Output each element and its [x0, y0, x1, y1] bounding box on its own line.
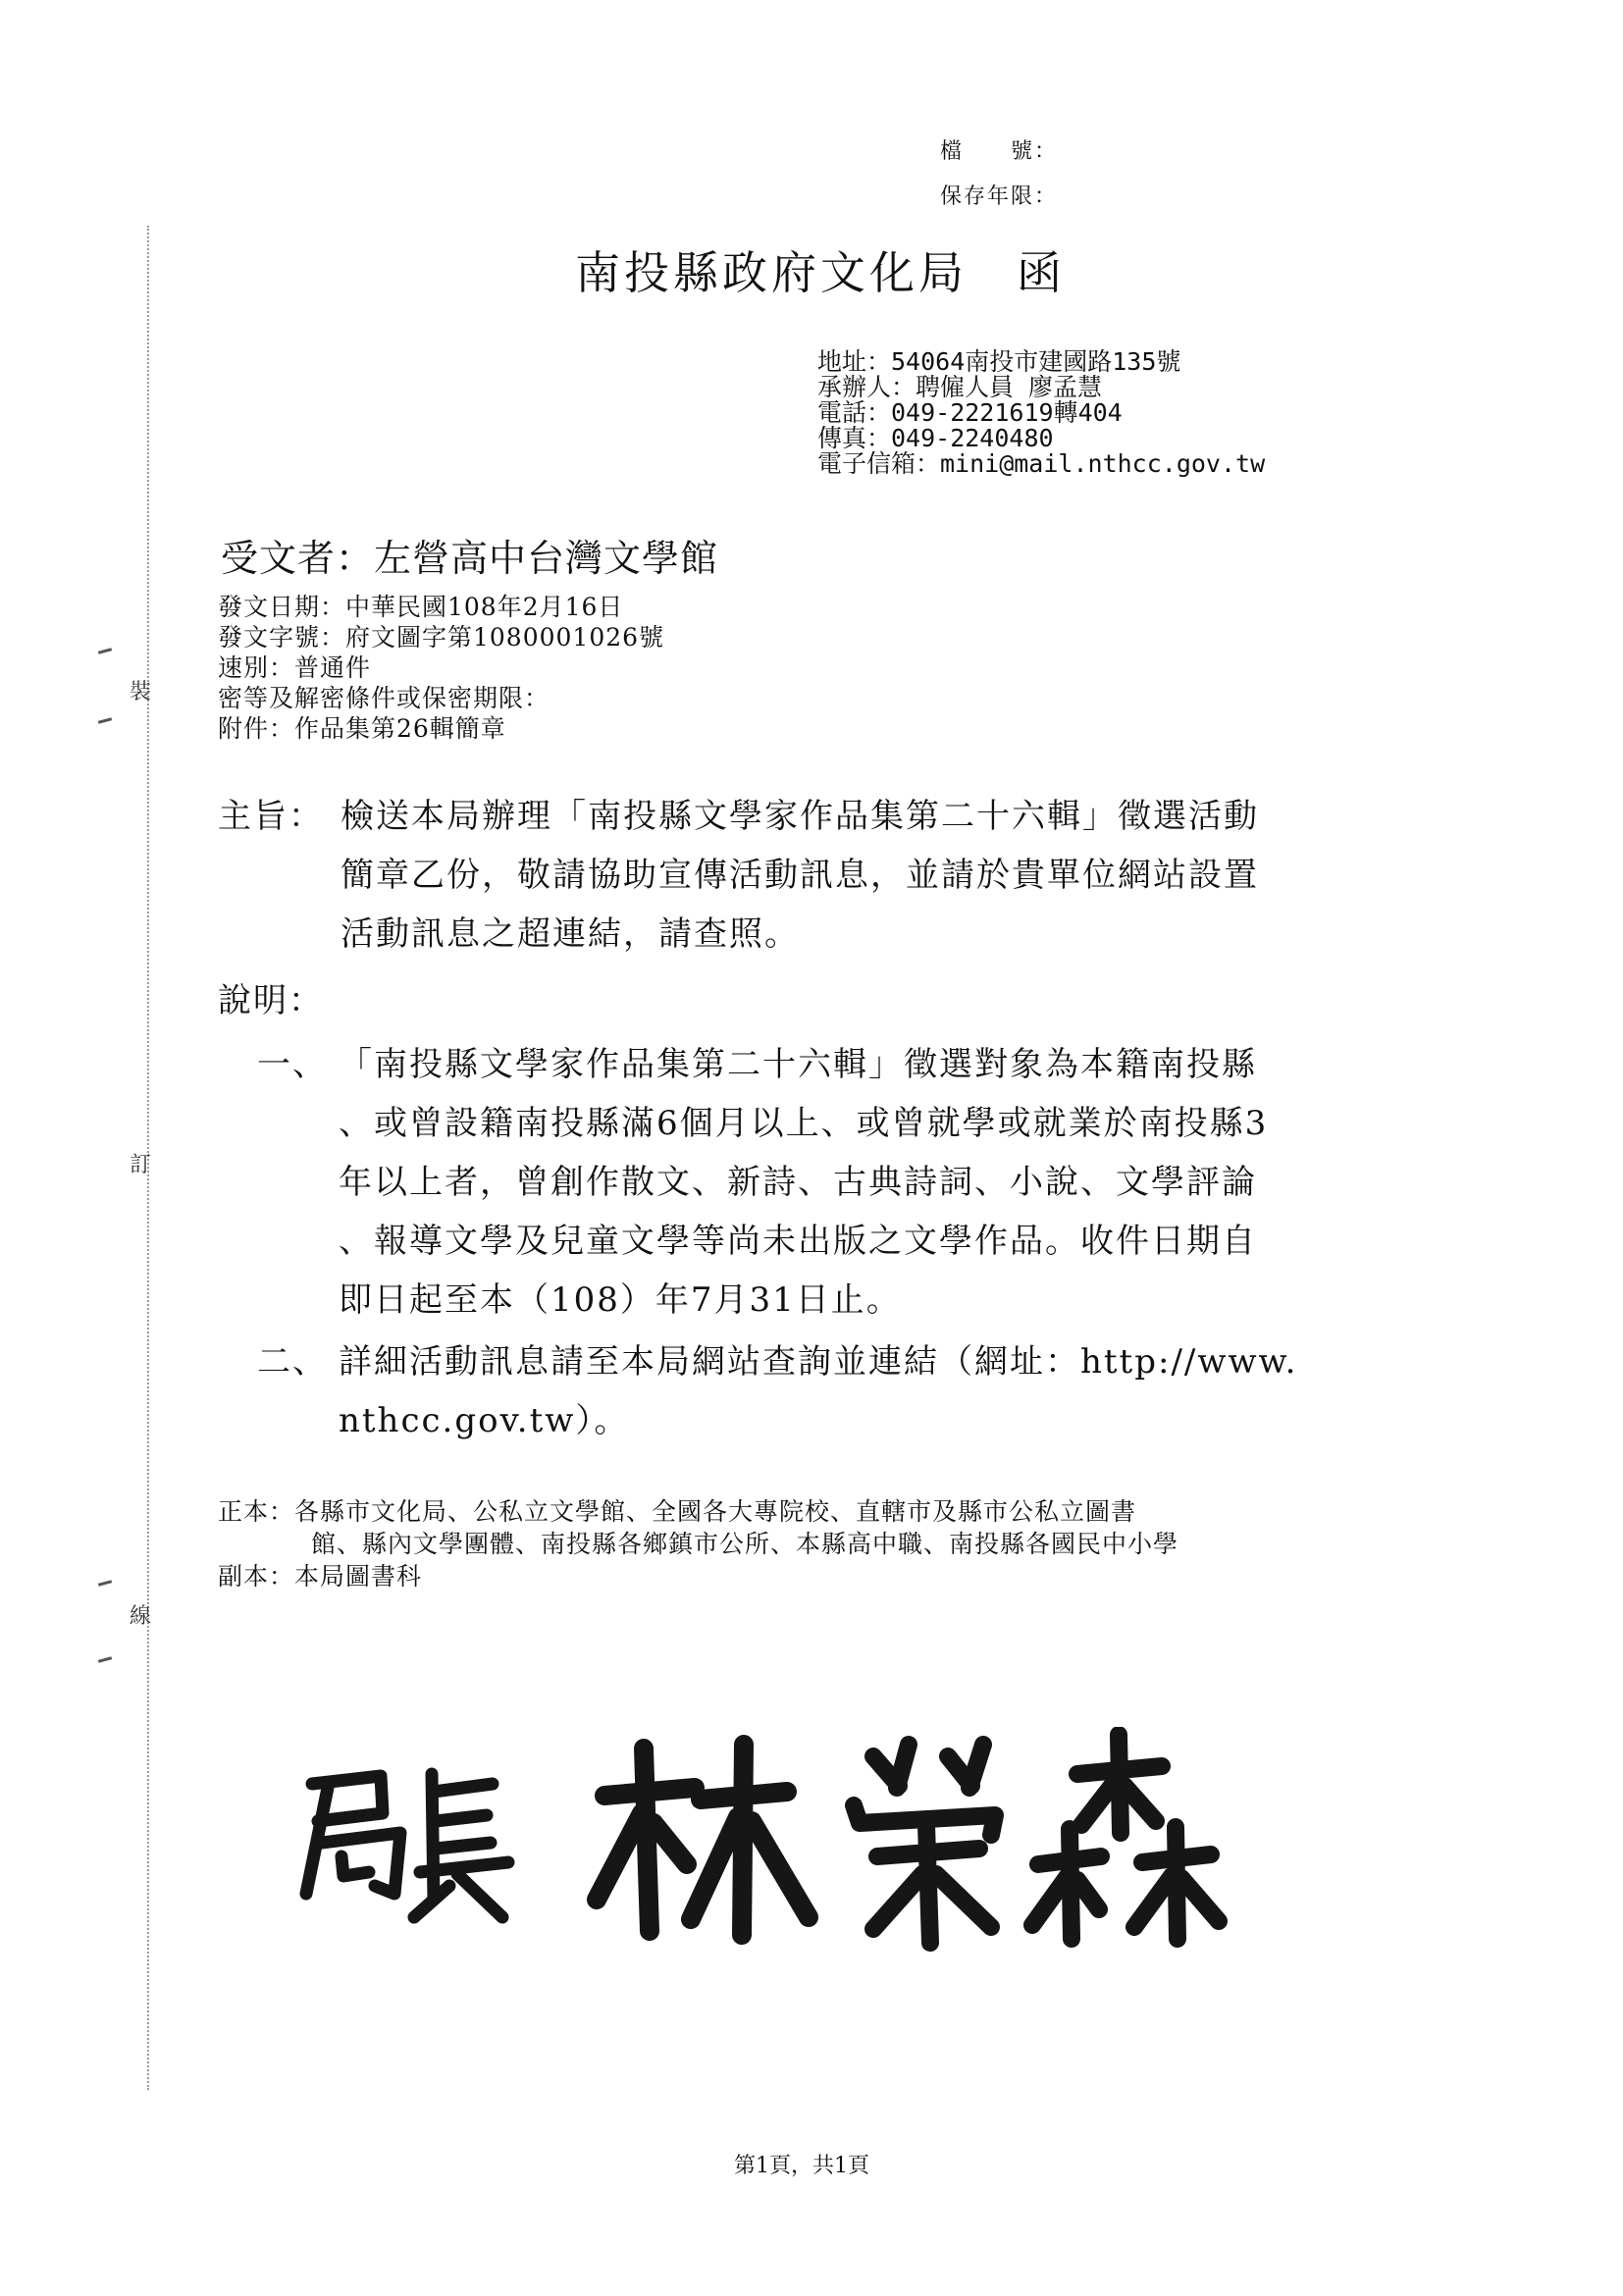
binding-tick — [98, 648, 112, 654]
binding-tick — [98, 1656, 112, 1663]
issue-date: 發文日期：中華民國108年2月16日 — [218, 593, 624, 621]
explanation-label: 說明： — [218, 981, 324, 1020]
item1-marker: 一、 — [257, 1045, 328, 1084]
item1-line: 年以上者，曾創作散文、新詩、古典詩詞、小說、文學評論 — [339, 1163, 1257, 1202]
item1-line: 即日起至本（108）年7月31日止。 — [339, 1280, 902, 1320]
meta-block — [218, 592, 664, 744]
contact-address: 地址：54064南投市建國路135號 — [817, 347, 1181, 376]
item2-line: nthcc.gov.tw）。 — [339, 1401, 630, 1440]
subject-label: 主旨： — [218, 797, 324, 836]
contact-fax: 傳真：049-2240480 — [817, 424, 1054, 452]
subject-line: 檢送本局辦理「南投縣文學家作品集第二十六輯」徵選活動 — [340, 797, 1259, 836]
secrecy-level: 密等及解密條件或保密期限： — [218, 684, 550, 712]
binding-tick — [98, 717, 112, 724]
attachment: 附件：作品集第26輯簡章 — [218, 714, 506, 743]
item1-text — [339, 1035, 1268, 1330]
subject-line: 簡章乙份，敬請協助宣傳活動訊息，並請於貴單位網站設置 — [340, 856, 1259, 895]
contact-block — [817, 349, 1265, 477]
binding-mark-top: 裝 — [130, 680, 152, 704]
binding-mark-middle: 訂 — [130, 1153, 152, 1177]
binding-mark-bottom: 線 — [130, 1604, 152, 1629]
retention-label: 保存年限： — [940, 184, 1059, 209]
contact-email: 電子信箱：mini@mail.nthcc.gov.tw — [817, 449, 1266, 478]
signature-stamp — [285, 1727, 1246, 1953]
contact-phone: 電話：049-2221619轉404 — [817, 398, 1123, 427]
copy-recipients: 副本：本局圖書科 — [218, 1562, 423, 1591]
item2-line: 詳細活動訊息請至本局網站查詢並連結（網址：http://www. — [339, 1342, 1298, 1382]
distribution-block — [218, 1495, 1178, 1592]
contact-handler: 承辦人：聘僱人員 廖孟慧 — [817, 373, 1103, 401]
document-title: 南投縣政府文化局 函 — [575, 246, 1066, 299]
item1-line: 、報導文學及兒童文學等尚未出版之文學作品。收件日期自 — [339, 1222, 1257, 1261]
page-number: 第1頁，共1頁 — [734, 2154, 869, 2178]
original-recipients-continued: 館、縣內文學團體、南投縣各鄉鎮市公所、本縣高中職、南投縣各國民中小學 — [311, 1530, 1179, 1558]
item2-text — [339, 1332, 1297, 1450]
file-number-label: 檔 號： — [940, 139, 1059, 164]
item1-line: 、或曾設籍南投縣滿6個月以上、或曾就學或就業於南投縣3 — [339, 1104, 1269, 1143]
binding-tick — [98, 1580, 112, 1587]
original-recipients: 正本：各縣市文化局、公私立文學館、全國各大專院校、直轄市及縣市公私立圖書 — [218, 1497, 1137, 1526]
recipient: 受文者：左營高中台灣文學館 — [221, 537, 719, 580]
item2-marker: 二、 — [257, 1342, 328, 1382]
item1-line: 「南投縣文學家作品集第二十六輯」徵選對象為本籍南投縣 — [339, 1045, 1257, 1084]
subject-line: 活動訊息之超連結，請查照。 — [340, 914, 800, 954]
subject-text — [340, 787, 1259, 964]
signature-image — [285, 1727, 1246, 1953]
delivery-speed: 速別：普通件 — [218, 653, 372, 682]
document-number: 發文字號：府文圖字第1080001026號 — [218, 623, 665, 652]
